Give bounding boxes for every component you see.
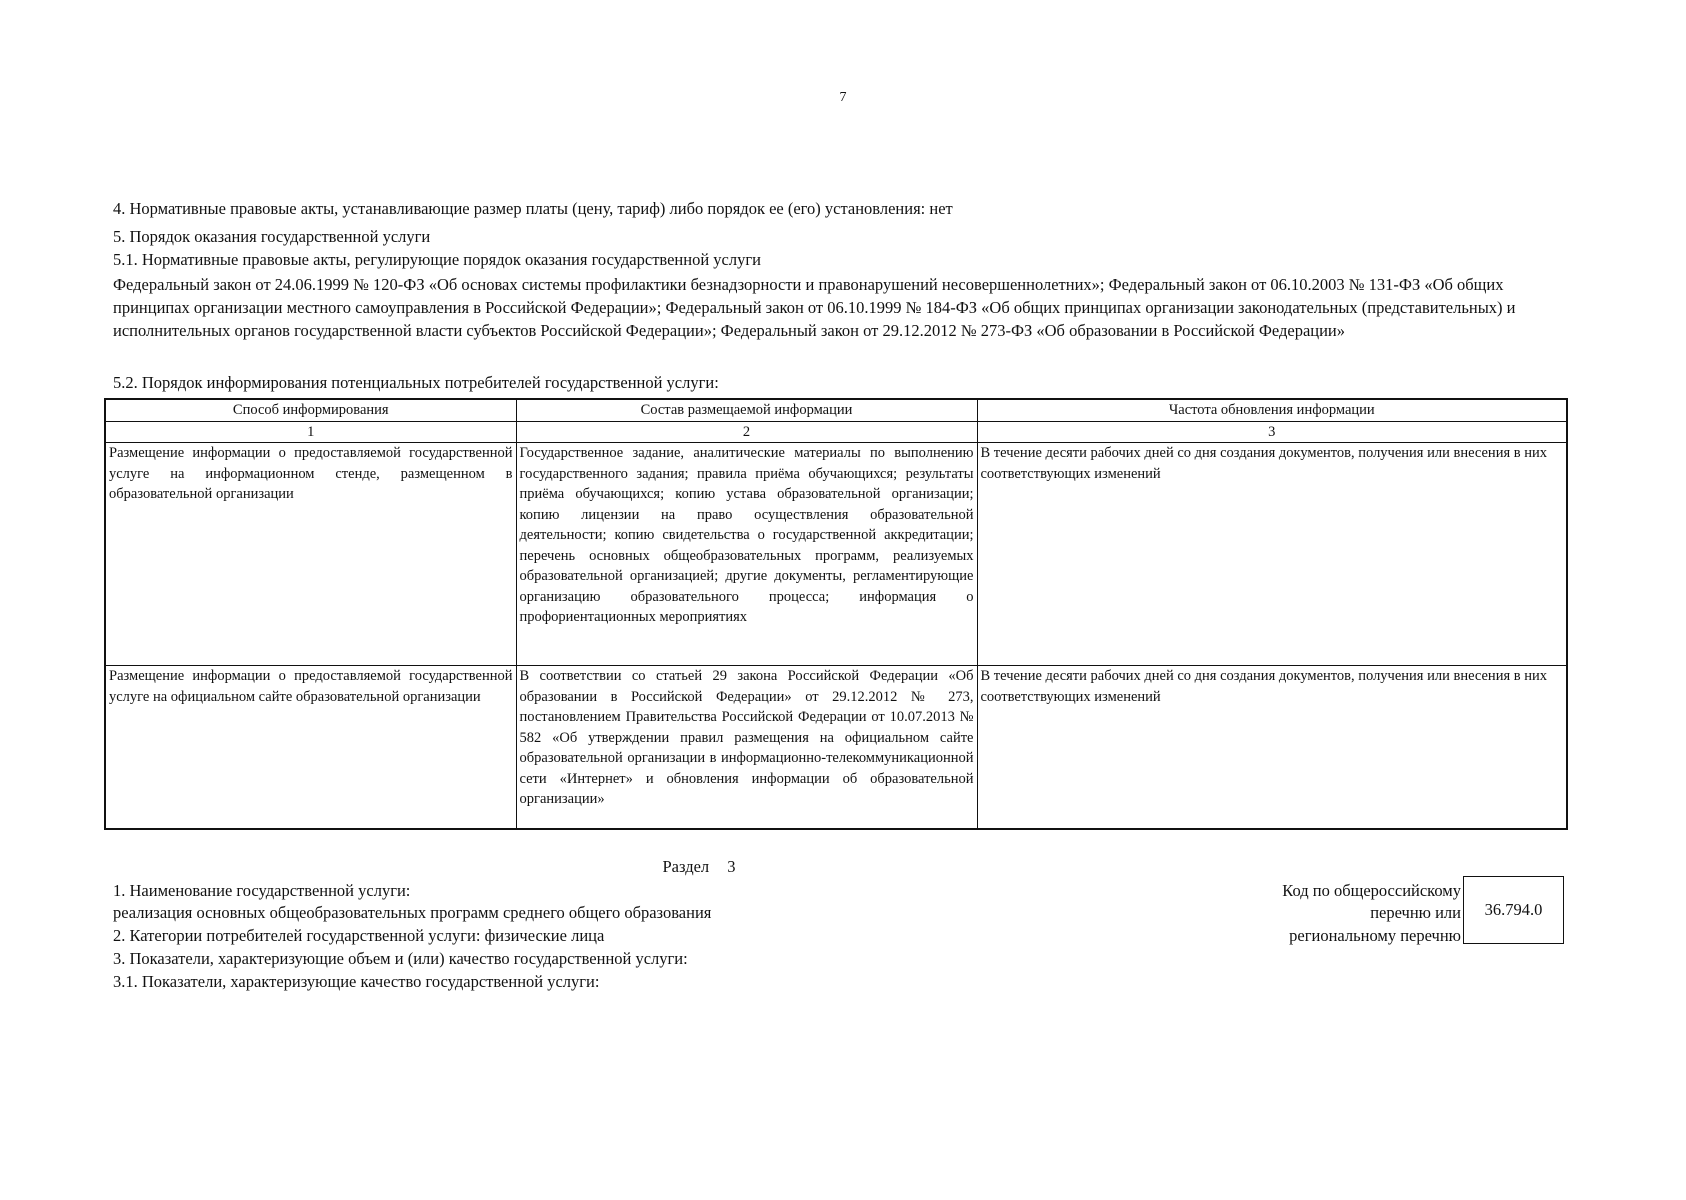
column-number: 3 — [977, 421, 1567, 443]
table-number-row — [105, 421, 1567, 443]
header-frequency: Частота обновления информации — [977, 399, 1567, 421]
item-5-2-informing-procedure: 5.2. Порядок информирования потенциальных потребителей государственной услуги: — [113, 373, 719, 392]
section-item-3: 3. Показатели, характеризующие объем и (или) качество государственной услуги: — [113, 949, 688, 968]
table-row — [105, 666, 1567, 830]
code-label-line-1: Код по общероссийскому — [1282, 881, 1461, 900]
item-4-fee-acts: 4. Нормативные правовые акты, устанавливающие размер платы (цену, тариф) либо порядок ее (его) установления: нет — [113, 199, 953, 218]
law-list-text: Федеральный закон от 24.06.1999 № 120-ФЗ «Об основах системы профилактики безнадзорности и правонарушений несовершеннолетних»; Федеральный закон от 06.10.2003 № 131-ФЗ «Об общих принципах организации местного самоуправления в Российской Федерации»; Федеральный закон от 06.10.1999 № 184-ФЗ «Об общих принципах организации законодательных (представительных) и исполнительных органов государственной власти субъектов Российской Федерации»; Федеральный закон от 29.12.2012 № 273-ФЗ «Об образовании в Российской Федерации» — [113, 275, 1516, 340]
header-content: Состав размещаемой информации — [516, 399, 977, 421]
cell-content: В соответствии со статьей 29 закона Российской Федерации «Об образовании в Российской Федерации» от 29.12.2012 № 273, постановлением Правительства Российской Федерации от 10.07.2013 № 582 «Об утверждении правил размещения на официальном сайте образовательной организации в информационно-телекоммуникационной сети «Интернет» и обновления информации об образовательной организации» — [516, 666, 977, 830]
column-number: 2 — [516, 421, 977, 443]
section-title: Раздел 3 — [662, 857, 736, 876]
column-number: 1 — [105, 421, 516, 443]
page-number: 7 — [839, 90, 847, 105]
code-value-box — [1463, 876, 1564, 944]
table-header-row — [105, 399, 1567, 421]
table-row — [105, 443, 1567, 666]
cell-content: Государственное задание, аналитические материалы по выполнению государственного задания; правила приёма обучающихся; результаты приёма обучающихся; копию устава образовательной организации; копию лицензии на право осуществления образовательной деятельности; копию свидетельства о государственной аккредитации; перечень основных общеобразовательных программ, реализуемых образовательной организацией; другие документы, регламентирующие организацию образовательного процесса; информация о профориентационных мероприятиях — [516, 443, 977, 666]
service-name: реализация основных общеобразовательных программ среднего общего образования — [113, 903, 712, 922]
section-item-3-1: 3.1. Показатели, характеризующие качество государственной услуги: — [113, 972, 600, 991]
section-item-1: 1. Наименование государственной услуги: — [113, 881, 411, 900]
code-label-line-2: перечню или — [1370, 903, 1461, 922]
item-5-1-regulating-acts: 5.1. Нормативные правовые акты, регулирующие порядок оказания государственной услуги — [113, 250, 761, 269]
section-item-2: 2. Категории потребителей государственной услуги: физические лица — [113, 926, 605, 945]
code-value: 36.794.0 — [1484, 900, 1543, 919]
cell-frequency: В течение десяти рабочих дней со дня создания документов, получения или внесения в них соответствующих изменений — [977, 666, 1567, 830]
cell-method: Размещение информации о предоставляемой государственной услуге на информационном стенде, размещенном в образовательной организации — [105, 443, 516, 666]
cell-method: Размещение информации о предоставляемой государственной услуге на официальном сайте образовательной организации — [105, 666, 516, 830]
header-method: Способ информирования — [105, 399, 516, 421]
informing-table — [104, 398, 1568, 830]
cell-frequency: В течение десяти рабочих дней со дня создания документов, получения или внесения в них соответствующих изменений — [977, 443, 1567, 666]
code-label-line-3: региональному перечню — [1289, 926, 1461, 945]
item-5-service-procedure: 5. Порядок оказания государственной услуги — [113, 227, 431, 246]
